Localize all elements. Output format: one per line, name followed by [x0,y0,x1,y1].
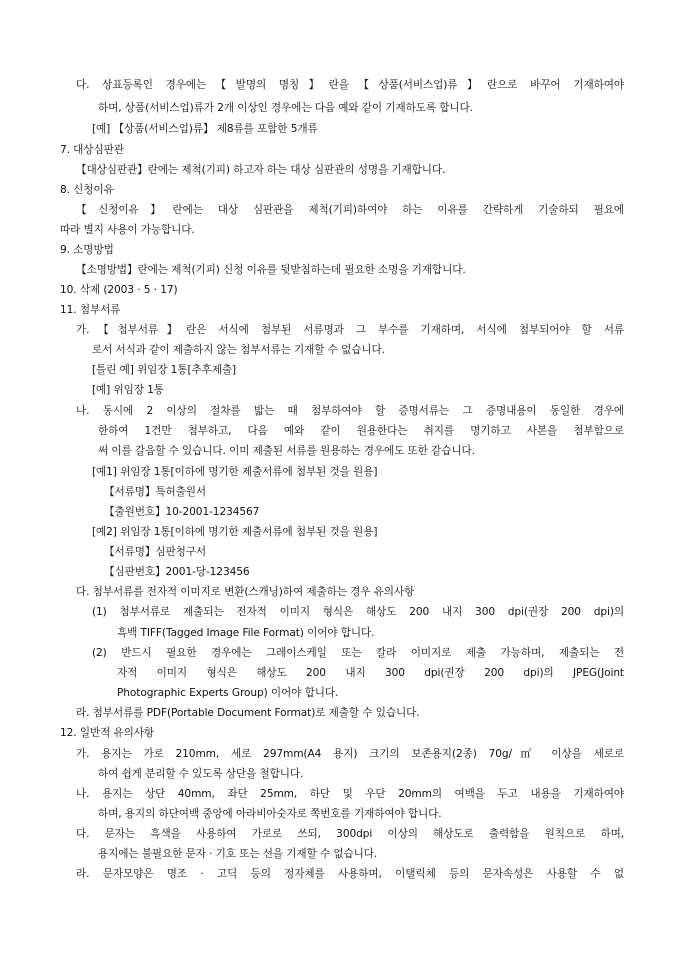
text-line: 흑백 TIFF(Tagged Image File Format) 이어야 합니다. [117,627,375,639]
text-line: 【서류명】특허출원서 [104,486,207,498]
text-line: 다. 상표등록인 경우에는【발명의 명칭】란을【상품(서비스업)류】란으로 바꾸어 기재하여야 [76,79,624,91]
text-line: (2) 반드시 필요한 경우에는 그레이스케일 또는 칼라 이미지로 제출 가능하며, 제출되는 전 [92,647,624,659]
text-line: 【대상심판관】란에는 제척(기피) 하고자 하는 대상 심판관의 성명을 기재합니다. [76,164,446,176]
text-line: 나. 동시에 2 이상의 절차를 밟는 때 첨부하여야 할 증명서류는 그 증명내용이 동일한 경우에 [76,405,624,417]
text-line: 로서 서식과 같이 제출하지 않는 첨부서류는 기재할 수 없습니다. [92,344,385,356]
text-line: [예1] 위임장 1통[이하에 명기한 제출서류에 첨부된 것을 원용] [92,466,378,478]
text-line: 9. 소명방법 [60,244,114,256]
text-line: Photographic Experts Group) 이어야 합니다. [117,687,339,699]
text-line: 용지에는 불필요한 문자 · 기호 또는 선을 기재할 수 없습니다. [98,848,378,860]
text-line: 한하여 1건만 첨부하고, 다음 예와 같이 원용한다는 취지를 명기하고 사본을 첨부함으로 [98,425,624,437]
text-line: 하여 쉽게 분리할 수 있도록 상단을 철합니다. [98,768,304,780]
text-line: 가.【첨부서류】란은 서식에 첨부된 서류명과 그 부수를 기재하며, 서식에 첨부되어야 할 서류 [76,324,624,336]
text-line: 하며, 용지의 하단여백 중앙에 아라비아숫자로 쪽번호를 기재하여야 합니다. [98,808,442,820]
text-line: 다. 첨부서류를 전자적 이미지로 변환(스캐닝)하여 제출하는 경우 유의사항 [76,586,415,598]
text-line: 【신청이유】란에는 대상 심판관을 제척(기피)하여야 하는 이유를 간략하게 기술하되 필요에 [76,204,624,216]
text-line: [예] 위임장 1통 [92,384,164,396]
text-line: 【서류명】심판청구서 [104,546,207,558]
text-line: 8. 신청이유 [60,184,114,196]
text-line: 10. 삭제 (2003 · 5 · 17) [60,284,178,296]
text-line: 【소명방법】란에는 제척(기피) 신청 이유를 뒷받침하는데 필요한 소명을 기재합니다. [76,264,466,276]
text-line: 11. 첨부서류 [60,304,121,316]
text-line: 써 이를 갈음할 수 있습니다. 이미 제출된 서류를 원용하는 경우에도 또한 같습니다. [98,445,475,457]
text-line: 나. 용지는 상단 40mm, 좌단 25mm, 하단 및 우단 20mm의 여백을 두고 내용을 기재하여야 [76,788,624,800]
text-line: [예] 【상품(서비스업)류】 제8류를 포함한 5개류 [92,123,318,135]
text-line: 【심판번호】2001-당-123456 [104,566,250,578]
text-line: 7. 대상심판관 [60,144,124,156]
text-line: 라. 문자모양은 명조 · 고딕 등의 정자체를 사용하며, 이탤릭체 등의 문자속성은 사용할 수 없 [76,868,624,880]
text-line: 다. 문자는 흑색을 사용하여 가로로 쓰되, 300dpi 이상의 해상도로 출력함을 원칙으로 하며, [76,828,624,840]
text-line: [틀린 예] 위임장 1통[추후제출] [92,364,237,376]
text-line: 12. 일반적 유의사항 [60,727,155,739]
text-line: (1) 첨부서류로 제출되는 전자적 이미지 형식은 해상도 200 내지 300 dpi(권장 200 dpi)의 [92,606,624,618]
text-line: 라. 첨부서류를 PDF(Portable Document Format)로 제출할 수 있습니다. [76,707,420,719]
text-line: 따라 별지 사용이 가능합니다. [60,224,195,236]
text-line: [예2] 위임장 1통[이하에 명기한 제출서류에 첨부된 것을 원용] [92,526,378,538]
text-line: 하며, 상품(서비스업)류가 2개 이상인 경우에는 다음 예와 같이 기재하도록 합니다. [98,102,473,114]
text-line: 자적 이미지 형식은 해상도 200 내지 300 dpi(권장 200 dpi)의 JPEG(Joint [117,667,624,679]
text-line: 【출원번호】10-2001-1234567 [104,506,260,518]
text-line: 가. 용지는 가로 210mm, 세로 297mm(A4 용지) 크기의 보존용지(2종) 70g/㎡ 이상을 세로로 [76,748,624,760]
